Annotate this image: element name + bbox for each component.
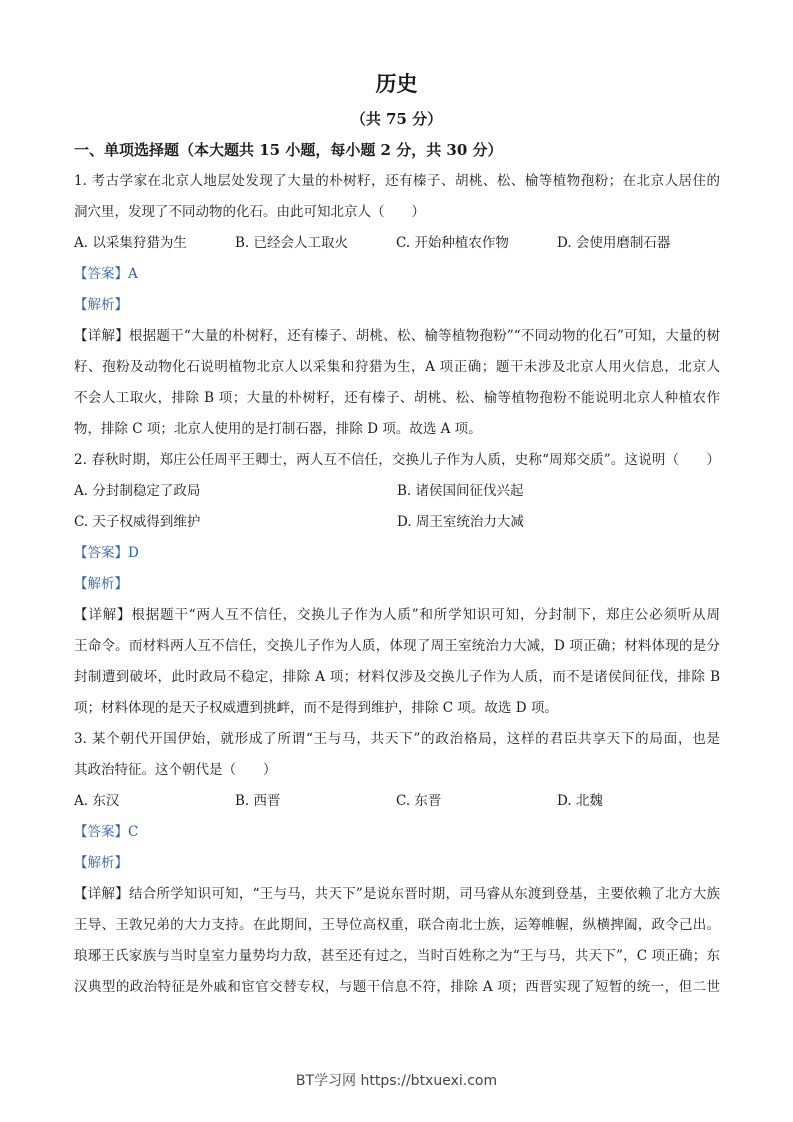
q1-option-b: B. 已经会人工取火: [235, 235, 349, 251]
q3-detail-line-1: 【详解】结合所学知识可知，“王与马，共天下”是说东晋时期，司马睿从东渡到登基，主要依赖了北方大族: [74, 886, 720, 902]
q1-option-c: C. 开始种植农作物: [396, 235, 509, 251]
page-subtitle: （共 75 分）: [350, 110, 443, 128]
q2-options-row-1: [74, 480, 720, 511]
q3-option-d: D. 北魏: [557, 793, 603, 809]
q3-detail-line-4: 汉典型的政治特征是外戚和宦官交替专权，与题干信息不符，排除 A 项；西晋实现了短暂的统一，但二世: [74, 979, 720, 995]
q3-stem-line-1: 3. 某个朝代开国伊始，就形成了所谓“王与马，共天下”的政治格局，这样的君臣共享天下的局面，也是: [74, 731, 720, 747]
q1-stem-line-2: 洞穴里，发现了不同动物的化石。由此可知北京人（ ）: [74, 204, 425, 220]
q3-answer: 【答案】C: [74, 824, 139, 840]
q1-answer: 【答案】A: [74, 266, 138, 282]
q3-detail-line-2: 王导、王敦兄弟的大力支持。在此期间，王导位高权重，联合南北士族，运筹帷幄，纵横捭阖，政令己出。: [74, 917, 720, 933]
q2-detail-line-4: 项；材料体现的是天子权威遭到挑衅，而不是得到维护，排除 C 项。故选 D 项。: [74, 700, 558, 716]
q3-analysis-label: 【解析】: [74, 855, 128, 871]
q2-analysis-label: 【解析】: [74, 576, 128, 592]
q1-options: [74, 232, 720, 263]
q3-option-b: B. 西晋: [235, 793, 281, 809]
footer-watermark: BT学习网 https://btxuexi.com: [295, 1073, 498, 1089]
q2-detail-line-1: 【详解】根据题干“两人互不信任，交换儿子作为人质”和所学知识可知，分封制下，郑庄公必须听从周: [74, 607, 720, 623]
q1-stem-line-1: 1. 考古学家在北京人地层处发现了大量的朴树籽，还有榛子、胡桃、松、榆等植物孢粉；在北京人居住的: [74, 173, 720, 189]
q2-option-a: A. 分封制稳定了政局: [74, 483, 201, 499]
q1-analysis-label: 【解析】: [74, 297, 128, 313]
questions-body: [74, 170, 720, 1007]
q1-option-d: D. 会使用磨制石器: [557, 235, 671, 251]
q1-detail-line-4: 物，排除 C 项；北京人使用的是打制石器，排除 D 项。故选 A 项。: [74, 421, 482, 437]
q3-options: [74, 790, 720, 821]
q3-detail-line-3: 琅琊王氏家族与当时皇室力量势均力敌，甚至还有过之，当时百姓称之为“王与马，共天下”，C 项正确；东: [74, 948, 720, 964]
q1-detail-line-3: 不会人工取火，排除 B 项；大量的朴树籽，还有榛子、胡桃、松、榆等植物孢粉不能说明北京人种植农作: [74, 390, 720, 406]
q2-option-b: B. 诸侯国间征伐兴起: [397, 483, 524, 499]
q2-answer: 【答案】D: [74, 545, 139, 561]
q3-option-a: A. 东汉: [74, 793, 120, 809]
q2-option-c: C. 天子权威得到维护: [74, 514, 201, 530]
q2-detail-line-3: 封制遭到破坏，此时政局不稳定，排除 A 项；材料仅涉及交换儿子作为人质，而不是诸侯间征伐，排除 B: [74, 669, 720, 685]
q1-detail-line-1: 【详解】根据题干“大量的朴树籽，还有榛子、胡桃、松、榆等植物孢粉”“不同动物的化石”可知，大量的树: [74, 328, 720, 344]
section-heading: 一、单项选择题（本大题共 15 小题，每小题 2 分，共 30 分）: [74, 141, 503, 159]
page-title: 历史: [375, 71, 418, 96]
q1-detail-line-2: 籽、孢粉及动物化石说明植物北京人以采集和狩猎为生，A 项正确；题干未涉及北京人用火信息，北京人: [74, 359, 720, 375]
q2-option-d: D. 周王室统治力大减: [397, 514, 524, 530]
q2-stem-line-1: 2. 春秋时期，郑庄公任周平王卿士，两人互不信任，交换儿子作为人质，史称“周郑交质”。这说明（ ）: [74, 452, 720, 468]
q2-options-row-2: [74, 511, 720, 542]
q1-option-a: A. 以采集狩猎为生: [74, 235, 187, 251]
q2-detail-line-2: 王命令。而材料两人互不信任，交换儿子作为人质，体现了周王室统治力大减，D 项正确；材料体现的是分: [74, 638, 720, 654]
q3-option-c: C. 东晋: [396, 793, 442, 809]
q3-stem-line-2: 其政治特征。这个朝代是（ ）: [74, 762, 277, 778]
